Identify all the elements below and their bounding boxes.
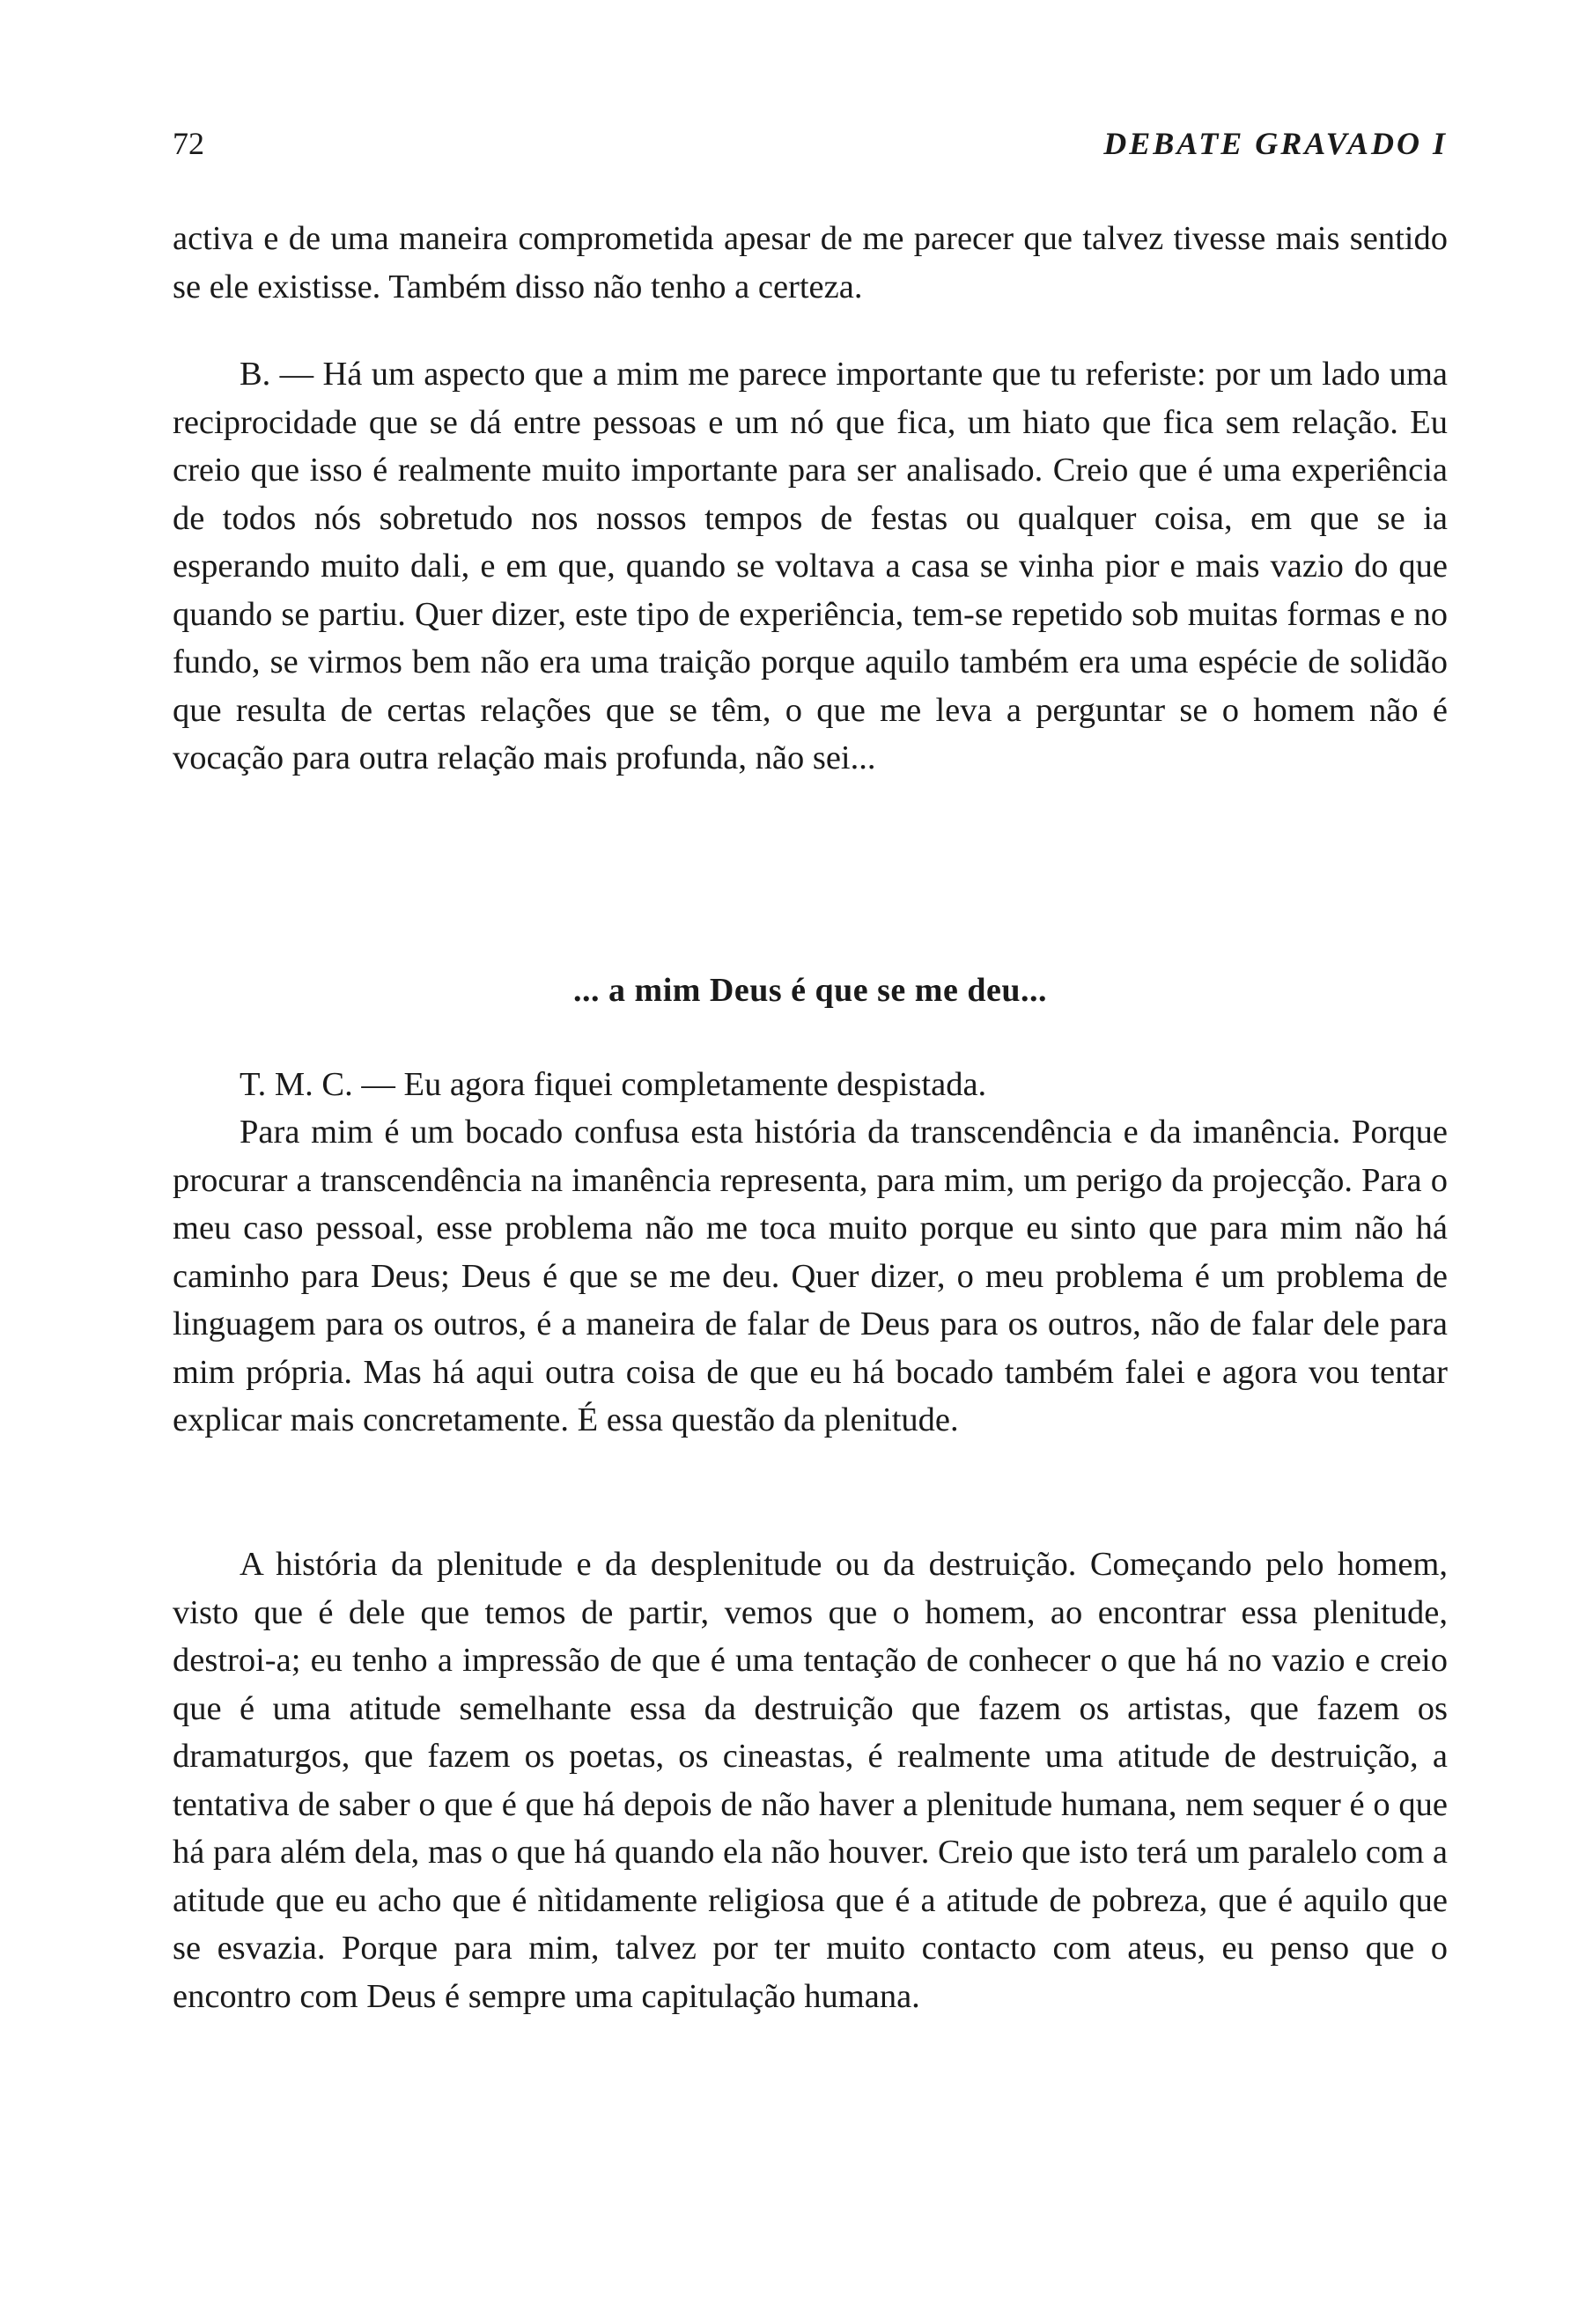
paragraph-tmc-speaker: T. M. C. — Eu agora fiquei completamente despistada. (240, 1066, 987, 1103)
section-heading: ... a mim Deus é que se me deu... (573, 972, 1047, 1009)
page-header (173, 125, 1448, 169)
running-head: DEBATE GRAVADO I (1103, 126, 1448, 161)
page-number: 72 (173, 126, 204, 161)
paragraph-b-speaker: B. — Há um aspecto que a mim me parece importante que tu referiste: por um lado uma reciprocidade que se dá entre pessoas e um nó que fica, um hiato que fica sem relação. Eu creio que isso é realmente muito importante para ser analisado. Creio que é uma experiência de todos nós sobretudo nos nossos tempos de festas ou qualquer coisa, em que se ia esperando muito dali, e em que, quando se voltava a casa se vinha pior e mais vazio do que quando se partiu. Quer dizer, este tipo de experiência, tem-se repetido sob muitas formas e no fundo, se virmos bem não era uma traição porque aquilo também era uma espécie de solidão que resulta de certas relações que se têm, o que me leva a perguntar se o homem não é vocação para outra relação mais profunda, não sei... (173, 356, 1448, 776)
paragraph-continuation: activa e de uma maneira comprometida apesar de me parecer que talvez tivesse mais sentido se ele existisse. Também disso não tenho a certeza. (173, 220, 1448, 305)
paragraph-transcendencia: Para mim é um bocado confusa esta história da transcendência e da imanência. Porque procurar a transcendência na imanência representa, para mim, um perigo da projecção. Para o meu caso pessoal, esse problema não me toca muito porque eu sinto que para mim não há caminho para Deus; Deus é que se me deu. Quer dizer, o meu problema é um problema de linguagem para os outros, é a maneira de falar de Deus para os outros, não de falar dele para mim própria. Mas há aqui outra coisa de que eu há bocado também falei e agora vou tentar explicar mais concretamente. É essa questão da plenitude. (173, 1114, 1448, 1438)
paragraph-plenitude: A história da plenitude e da desplenitude ou da destruição. Começando pelo homem, visto que é dele que temos de partir, vemos que o homem, ao encontrar essa plenitude, destroi-a; eu tenho a impressão de que é uma tentação de conhecer o que há no vazio e creio que é uma atitude semelhante essa da destruição que fazem os artistas, que fazem os dramaturgos, que fazem os poetas, os cineastas, é realmente uma atitude de destruição, a tentativa de saber o que é que há depois de não haver a plenitude humana, nem sequer é o que há para além dela, mas o que há quando ela não houver. Creio que isto terá um paralelo com a atitude que eu acho que é nìtidamente religiosa que é a atitude de pobreza, que é aquilo que se esvazia. Porque para mim, talvez por ter muito contacto com ateus, eu penso que o encontro com Deus é sempre uma capitulação humana. (173, 1546, 1448, 2015)
